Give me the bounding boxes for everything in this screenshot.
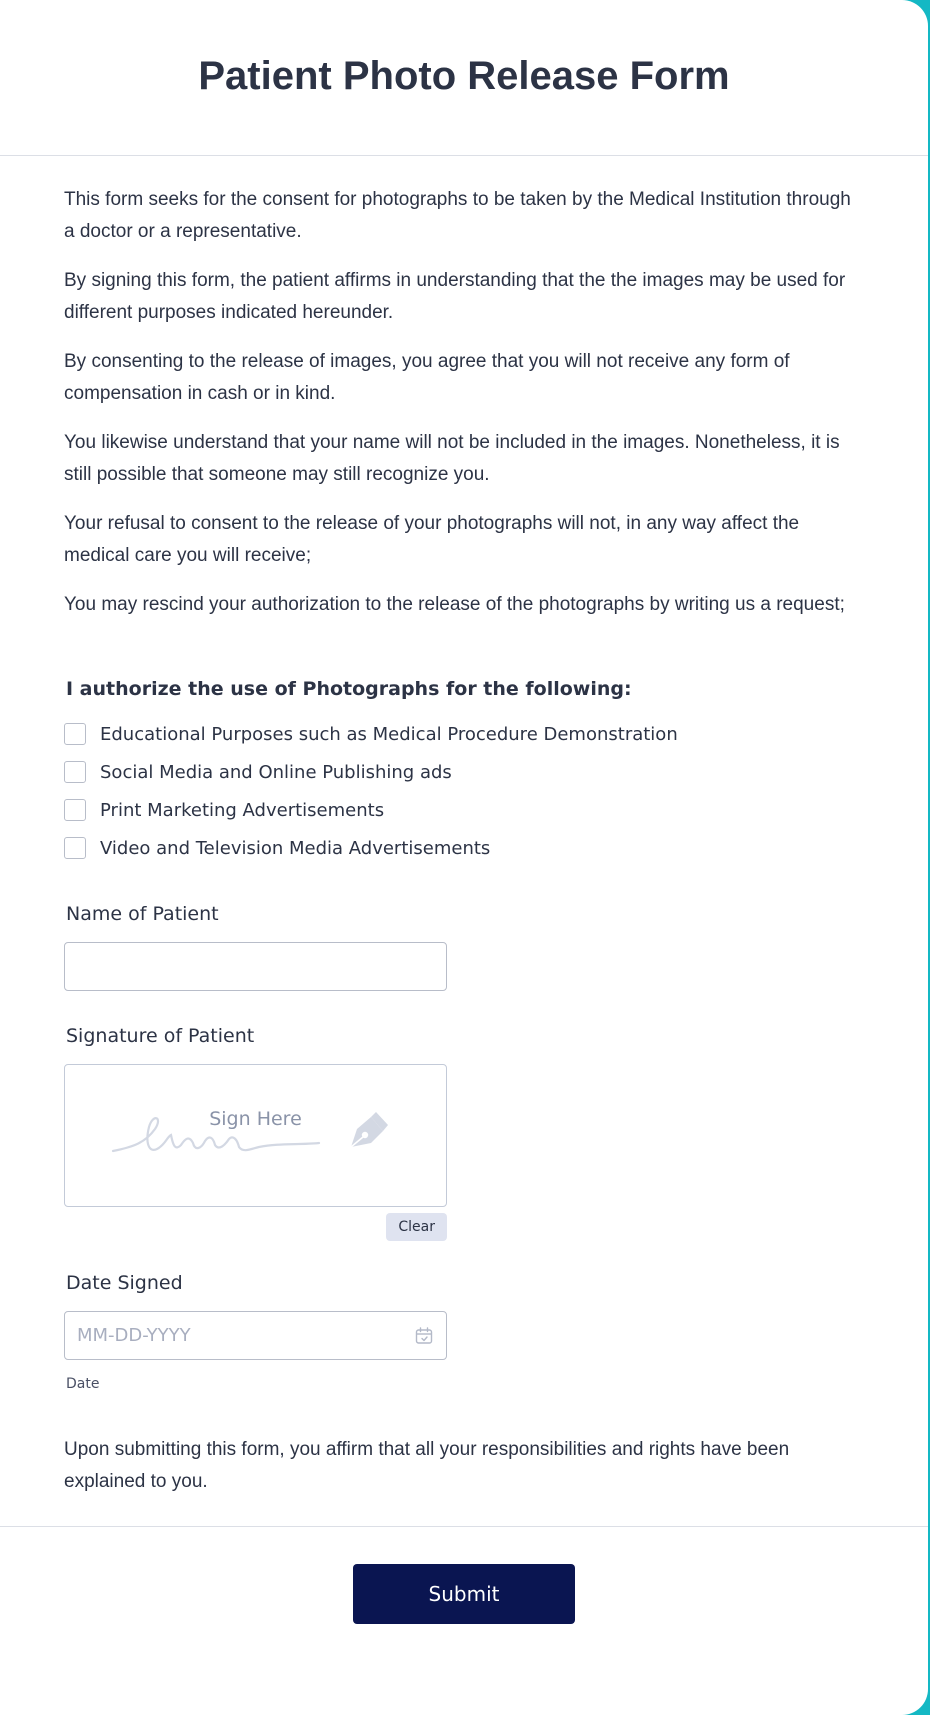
authorization-option-video[interactable] — [64, 829, 864, 867]
intro-paragraph: This form seeks for the consent for photographs to be taken by the Medical Institution through a doctor or a representative. — [64, 189, 851, 242]
intro-paragraph: You likewise understand that your name will not be included in the images. Nonetheless, it is still possible that someone may still recognize you. — [64, 432, 840, 485]
checkbox[interactable] — [64, 761, 86, 783]
checkbox[interactable] — [64, 837, 86, 859]
closing-paragraph: Upon submitting this form, you affirm that all your responsibilities and rights have been explained to you. — [64, 1439, 790, 1492]
date-signed-field — [64, 1311, 447, 1360]
intro-paragraph: You may rescind your authorization to the release of the photographs by writing us a request; — [64, 594, 845, 615]
clear-signature-button[interactable]: Clear — [386, 1213, 447, 1241]
date-sublabel: Date — [66, 1376, 100, 1392]
signature-actions — [64, 1213, 447, 1241]
date-signed-input[interactable] — [64, 1311, 447, 1360]
signature-label: Signature of Patient — [66, 1025, 255, 1047]
form-content — [0, 156, 928, 1498]
option-label: Video and Television Media Advertisements — [100, 837, 491, 859]
checkbox[interactable] — [64, 799, 86, 821]
date-signed-label: Date Signed — [66, 1272, 183, 1294]
submit-button[interactable]: Submit — [353, 1564, 575, 1624]
signature-pen-icon — [109, 1105, 399, 1165]
authorization-label: I authorize the use of Photographs for the following: — [66, 678, 632, 700]
intro-paragraph: By consenting to the release of images, you agree that you will not receive any form of compensation in cash or in kind. — [64, 351, 790, 404]
intro-paragraph: Your refusal to consent to the release of your photographs will not, in any way affect the medical care you will receive; — [64, 513, 800, 566]
patient-name-label: Name of Patient — [66, 903, 219, 925]
patient-name-input[interactable] — [64, 942, 447, 991]
intro-paragraph: By signing this form, the patient affirms in understanding that the the images may be used for different purposes indicated hereunder. — [64, 270, 846, 323]
option-label: Print Marketing Advertisements — [100, 799, 385, 821]
authorization-option-print[interactable] — [64, 791, 864, 829]
authorization-option-social-media[interactable] — [64, 753, 864, 791]
option-label: Social Media and Online Publishing ads — [100, 761, 452, 783]
option-label: Educational Purposes such as Medical Procedure Demonstration — [100, 723, 678, 745]
form-title: Patient Photo Release Form — [198, 54, 730, 98]
checkbox[interactable] — [64, 723, 86, 745]
form-header — [0, 0, 928, 156]
signature-hint: Sign Here — [209, 1108, 302, 1130]
signature-pad[interactable] — [64, 1064, 447, 1207]
calendar-icon[interactable] — [414, 1326, 434, 1346]
authorization-option-educational[interactable] — [64, 715, 864, 753]
authorization-checklist — [64, 715, 864, 867]
submit-area — [0, 1527, 928, 1624]
